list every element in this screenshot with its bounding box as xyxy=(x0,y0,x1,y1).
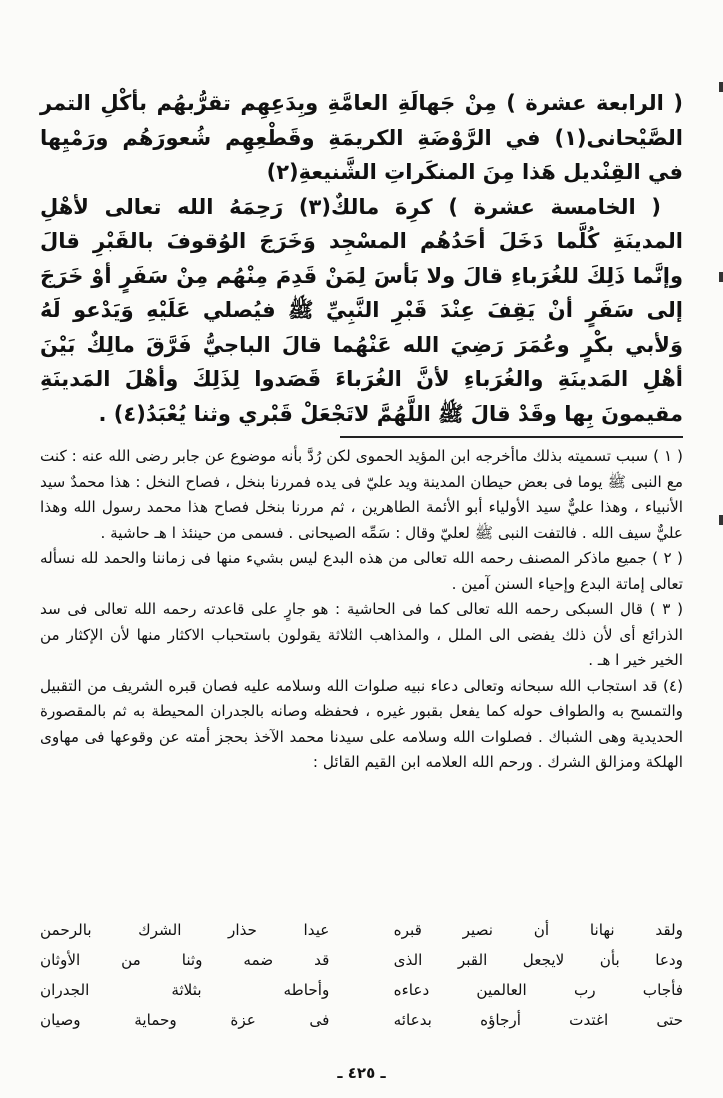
footnote-1: ( ١ ) سبب تسميته بذلك ماأخرجه ابن المؤيد الحموى لكن رُدَّ بأنه موضوع عن جابر رضى الله عنه : كنت مع النبى ﷺ يوما فى بعض حيطان المدينة ويد عليّ فى يده فمررنا بنخل ، فصاح النخل : هذا محمدٌ سيد الأنبياء ، وهذا عليٌّ سيد الأولياء أبو الأئمة الطاهرين ، ثم مررنا بنخل فصاح هذا محمد رسول الله وهذا عليٌّ سيف الله . فالتفت النبى ﷺ لعليّ وقال : سَمِّه الصيحانى . فسمى من حينئذ ا هـ حاشية . xyxy=(40,447,683,542)
poem-verse-2 xyxy=(40,945,683,975)
poem-verse-1 xyxy=(40,915,683,945)
main-paragraph-14: ( الرابعة عشرة ) مِنْ جَهالَةِ العامَّةِ وبِدَعِهِم تقرُّبهُم بأكْلِ التمر الصَّيْحانى(١) في الرَّوْضَةِ الكريمَةِ وقَطْعِهِم شُعورَهُم ورَمْيِها في القِنْديل هَذا مِنَ المنكَراتِ الشَّنيعةِ(٢) xyxy=(40,91,683,184)
main-text xyxy=(40,86,683,431)
footnotes xyxy=(40,444,683,776)
page-number: ـ ٤٢٥ ـ xyxy=(337,1064,386,1082)
poem-verse-3 xyxy=(40,975,683,1005)
poem-hemistich-first: حتى اغتدت أرجاؤه بدعائه xyxy=(393,1011,683,1029)
footnote-3: ( ٣ ) قال السبكى رحمه الله تعالى كما فى الحاشية : هو جارٍ على قاعدته رحمه الله تعالى فى سد الذرائع أى لأن ذلك يفضى الى الملل ، والمذاهب الثلاثة يقولون باستحباب الاكثار منها لأن الإكثار من الخير خير ا هـ . xyxy=(40,600,683,669)
poem-verse-4 xyxy=(40,1005,683,1035)
edge-mark xyxy=(719,82,723,92)
footnote-4: (٤) قد استجاب الله سبحانه وتعالى دعاء نبيه صلوات الله وسلامه عليه فصان قبره الشريف من التقبيل والتمسح به والطواف حوله كما يفعل بقبور غيره ، فحفظه وصانه بالجدران المحيطة به ثم بالمقصورة الحديدية وهى الشباك . فصلوات الله وسلامه على سيدنا محمد الآخذ بحجز أمته عن وقوعها فى مهاوى الهلكة ومزالق الشرك . ورحم الله العلامه ابن القيم القائل : xyxy=(40,676,683,771)
poem-hemistich-first: فأجاب رب العالمين دعاءه xyxy=(393,981,683,999)
poem-hemistich-second: قد ضمه وثنا من الأوثان xyxy=(40,951,330,969)
footnote-2: ( ٢ ) جميع ماذكر المصنف رحمه الله تعالى من هذه البدع ليس بشيء منها فى زماننا والحمد لله نسأله تعالى إماتة البدع وإحياء السنن آمين . xyxy=(40,549,683,593)
poem-hemistich-first: ودعا بأن لايجعل القبر الذى xyxy=(393,951,683,969)
footnote-separator xyxy=(340,436,683,438)
edge-mark xyxy=(719,272,723,282)
poem-hemistich-second: فى عزة وحماية وصيان xyxy=(40,1011,330,1029)
poem-hemistich-second: عيدا حذار الشرك بالرحمن xyxy=(40,921,330,939)
main-paragraph-15: ( الخامسة عشرة ) كرِهَ مالكٌ(٣) رَحِمَهُ الله تعالى لأهْلِ المدينَةِ كُلَّما دَخَلَ أحَدُهُم المسْجِد وَخَرَجَ الوُقوفَ بالقَبْرِ قالَ وإنَّما ذَلِكَ للغُرَباءِ قالَ ولا بَأسَ لِمَنْ قَدِمَ مِنْهُم مِنْ سَفَرٍ أوْ خَرَجَ إلى سَفَرٍ أنْ يَقِفَ عِنْدَ قَبْرِ النَّبِيِّ ﷺ فيُصلي عَلَيْهِ وَيَدْعو لَهُ وَلأبي بكْرٍ وعُمَرَ رَضِيَ الله عَنْهُما قالَ الباجيُّ فَرَّقَ مالِكٌ بَيْنَ أهْلِ المَدينَةِ والغُرَباءِ لأنَّ الغُرَباءَ قَصَدوا لِذَلِكَ وأهْلَ المَدينَةِ مقيمونَ بِها وقَدْ قالَ ﷺ اللَّهُمَّ لاتَجْعَلْ قَبْري وثنا يُعْبَدُ(٤) . xyxy=(40,194,683,426)
edge-mark xyxy=(719,515,723,525)
poem xyxy=(40,915,683,1035)
poem-hemistich-second: وأحاطه بثلاثة الجدران xyxy=(40,981,330,999)
poem-hemistich-first: ولقد نهانا أن نصير قبره xyxy=(393,921,683,939)
